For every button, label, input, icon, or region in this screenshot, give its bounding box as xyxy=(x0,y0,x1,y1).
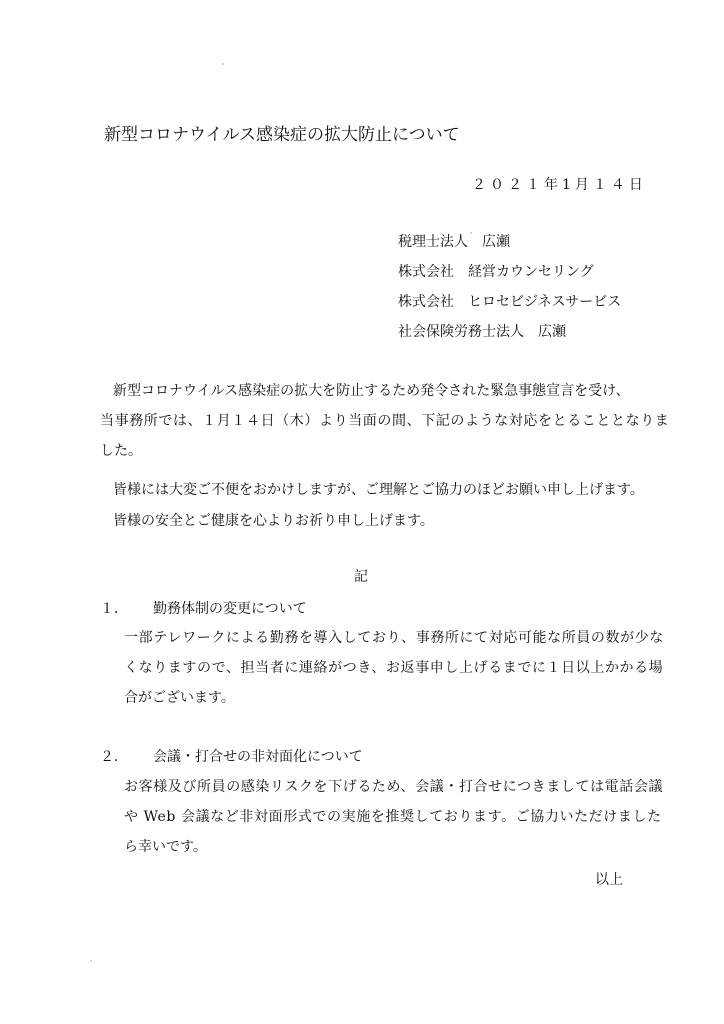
scan-speck xyxy=(90,960,92,962)
intro-line: 当事務所では、１月１４日（木）より当面の間、下記のような対応をとることとなりま xyxy=(100,413,670,429)
issuer-line: 株式会社 ヒロセビジネスサービス xyxy=(398,294,622,310)
intro-line: 皆様の安全とご健康を心よりお祈り申し上げます。 xyxy=(113,513,434,529)
issuer-line: 社会保険労務士法人 広瀬 xyxy=(398,324,566,340)
item-body-line: 一部テレワークによる勤務を導入しており、事務所にて対応可能な所員の数が少な xyxy=(124,630,664,646)
intro-line: した。 xyxy=(100,443,142,459)
item-body-line: お客様及び所員の感染リスクを下げるため、会議・打合せにつきましては電話会議 xyxy=(124,779,664,795)
scan-speck xyxy=(222,63,224,65)
scan-speck xyxy=(470,232,472,234)
document-title: 新型コロナウイルス感染症の拡大防止について xyxy=(104,125,460,145)
item-number: １． xyxy=(100,601,128,617)
intro-line: 皆様には大変ご不便をおかけしますが、ご理解とご協力のほどお願い申し上げます。 xyxy=(113,482,644,498)
intro-line: 新型コロナウイルス感染症の拡大を防止するため発令された緊急事態宣言を受け、 xyxy=(113,383,630,399)
closing-text: 以上 xyxy=(595,872,623,888)
item-body-line: 合がございます。 xyxy=(124,690,235,706)
item-body-line: くなりますので、担当者に連絡がつき、お返事申し上げるまでに１日以上かかる場 xyxy=(124,660,664,676)
item-number: ２． xyxy=(100,749,128,765)
item-heading: 会議・打合せの非対面化について xyxy=(153,749,363,765)
item-heading: 勤務体制の変更について xyxy=(153,601,307,617)
item-body-line: や Web 会議など非対面形式での実施を推奨しております。ご協力いただけました xyxy=(124,809,662,825)
document-date: ２０２１年1月１４日 xyxy=(472,177,647,193)
ki-heading: 記 xyxy=(354,569,368,585)
issuer-line: 税理士法人 広瀬 xyxy=(398,234,510,250)
issuer-line: 株式会社 経営カウンセリング xyxy=(398,264,594,280)
item-body-line: ら幸いです。 xyxy=(124,839,207,855)
